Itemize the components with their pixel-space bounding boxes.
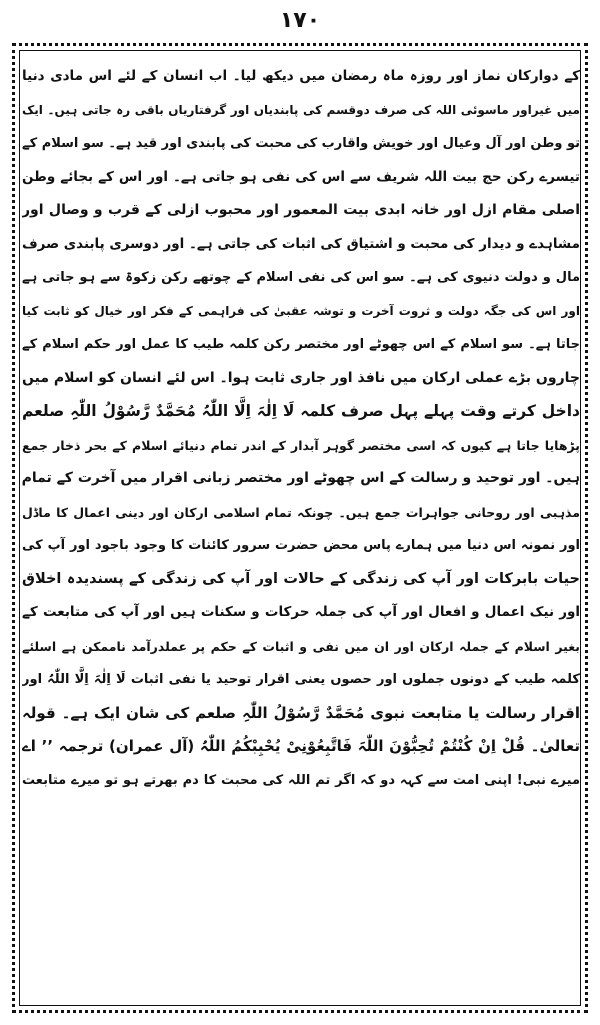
text-line: میں غیراور ماسوئی اللہ کی صرف دوقسم کی پابندیاں اور گرفتاریاں باقی رہ جاتی ہیں۔ ایک <box>22 102 580 117</box>
text-line: اور اس کی جگہ دولت و ثروت آخرت و توشہ عقبیٰ کی فراہمی کے فکر اور خیال کو ثابت کیا <box>22 303 580 318</box>
page-number: ۱۷۰ <box>279 8 321 33</box>
text-line: مال و دولت دنیوی کی ہے۔ سو اس کی نفی اسلام کے چوتھے رکن زکوۃ سے ہو جاتی ہے <box>22 270 580 285</box>
text-line: مذہبی اور روحانی جواہرات جمع ہیں۔ چونکہ تمام اسلامی ارکان اور دینی اعمال کا ماڈل <box>22 504 580 520</box>
text-line: مشاہدے و دیدار کی محبت و اشتیاق کی اثبات کی جاتی ہے۔ اور دوسری پابندی صرف <box>22 235 580 252</box>
text-line: جاتا ہے۔ سو اسلام کے اس چھوٹے اور مختصر رکن کلمہ طیب کا عمل اور حکم اسلام کے <box>22 337 580 352</box>
page-body-text <box>22 60 580 797</box>
text-line: پڑھایا جاتا ہے کیوں کہ اسی مختصر گوہر آبدار کے اندر تمام دنیائے اسلام کے بحر ذخار جمع <box>22 437 580 453</box>
text-line: میرے نبی! اپنی امت سے کہہ دو کہ اگر تم اللہ کی محبت کا دم بھرتے ہو تو میرے متابعت <box>22 772 580 788</box>
text-line: کلمہ طیب کے دونوں جملوں اور حصوں یعنی اقرار توحید یا نفی اثبات لَا اِلٰہَ اِلَّا اللّٰہُ اور <box>22 672 580 687</box>
text-line: بغیر اسلام کے جملہ ارکان اور ان میں نفی و اثبات کے حکم پر عملدرآمد ناممکن ہے اسلئے <box>22 638 580 654</box>
text-line: حیات بابرکات اور آپ کی زندگی کے حالات اور آپ کی زندگی کے پسندیدہ اخلاق <box>22 570 580 587</box>
text-line: تعالیٰ۔ قُلْ اِنْ کُنْتُمْ تُحِبُّوْنَ اللّٰہَ فَاتَّبِعُوْنِیْ یُحْبِبْکُمُ اللّٰہُ (آل عمران) ترجمہ ’’ اے <box>22 737 580 755</box>
text-line: اور نیک اعمال و افعال اور آپ کی جملہ حرکات و سکنات ہیں اور آپ کی متابعت کے <box>22 604 580 620</box>
text-line: ہیں۔ اور توحید و رسالت کے اس چھوٹے اور مختصر زبانی اقرار میں آخرت کے تمام <box>22 470 580 486</box>
text-line: کے دوارکان نماز اور روزہ ماہ رمضان میں دیکھ لیا۔ اب انسان کے لئے اس مادی دنیا <box>22 68 580 84</box>
text-line: چاروں بڑے عملی ارکان میں نافذ اور جاری ثابت ہوا۔ اس لئے انسان کو اسلام میں <box>22 369 580 386</box>
text-line: تیسرے رکن حج بیت اللہ شریف سے اس کی نفی ہو جاتی ہے۔ اور اس کے بجائے وطن <box>22 168 580 185</box>
text-line: داخل کرتے وقت پہلے پہل صرف کلمہ لَا اِلٰہَ اِلَّا اللّٰہُ مُحَمَّدٌ رَّسُوْلُ اللّٰہِ صلعم <box>22 402 580 420</box>
text-line: تو وطن اور آل وعیال اور خویش واقارب کی محبت کی پابندی اور قید ہے۔ سو اسلام کے <box>22 136 580 151</box>
text-line: اصلی مقام ازل اور خانہ ابدی بیت المعمور اور محبوب ازلی کے قرب و وصال اور <box>22 202 580 218</box>
text-line: اقرار رسالت یا متابعت نبوی مُحَمَّدٌ رَّسُوْلُ اللّٰہِ صلعم کی شان ایک ہے۔ قولہ <box>22 703 580 722</box>
text-line: اور نمونہ اس دنیا میں ہمارے پاس محض حضرت سرور کائنات کا وجود باجود اور آپ کی <box>22 538 580 553</box>
